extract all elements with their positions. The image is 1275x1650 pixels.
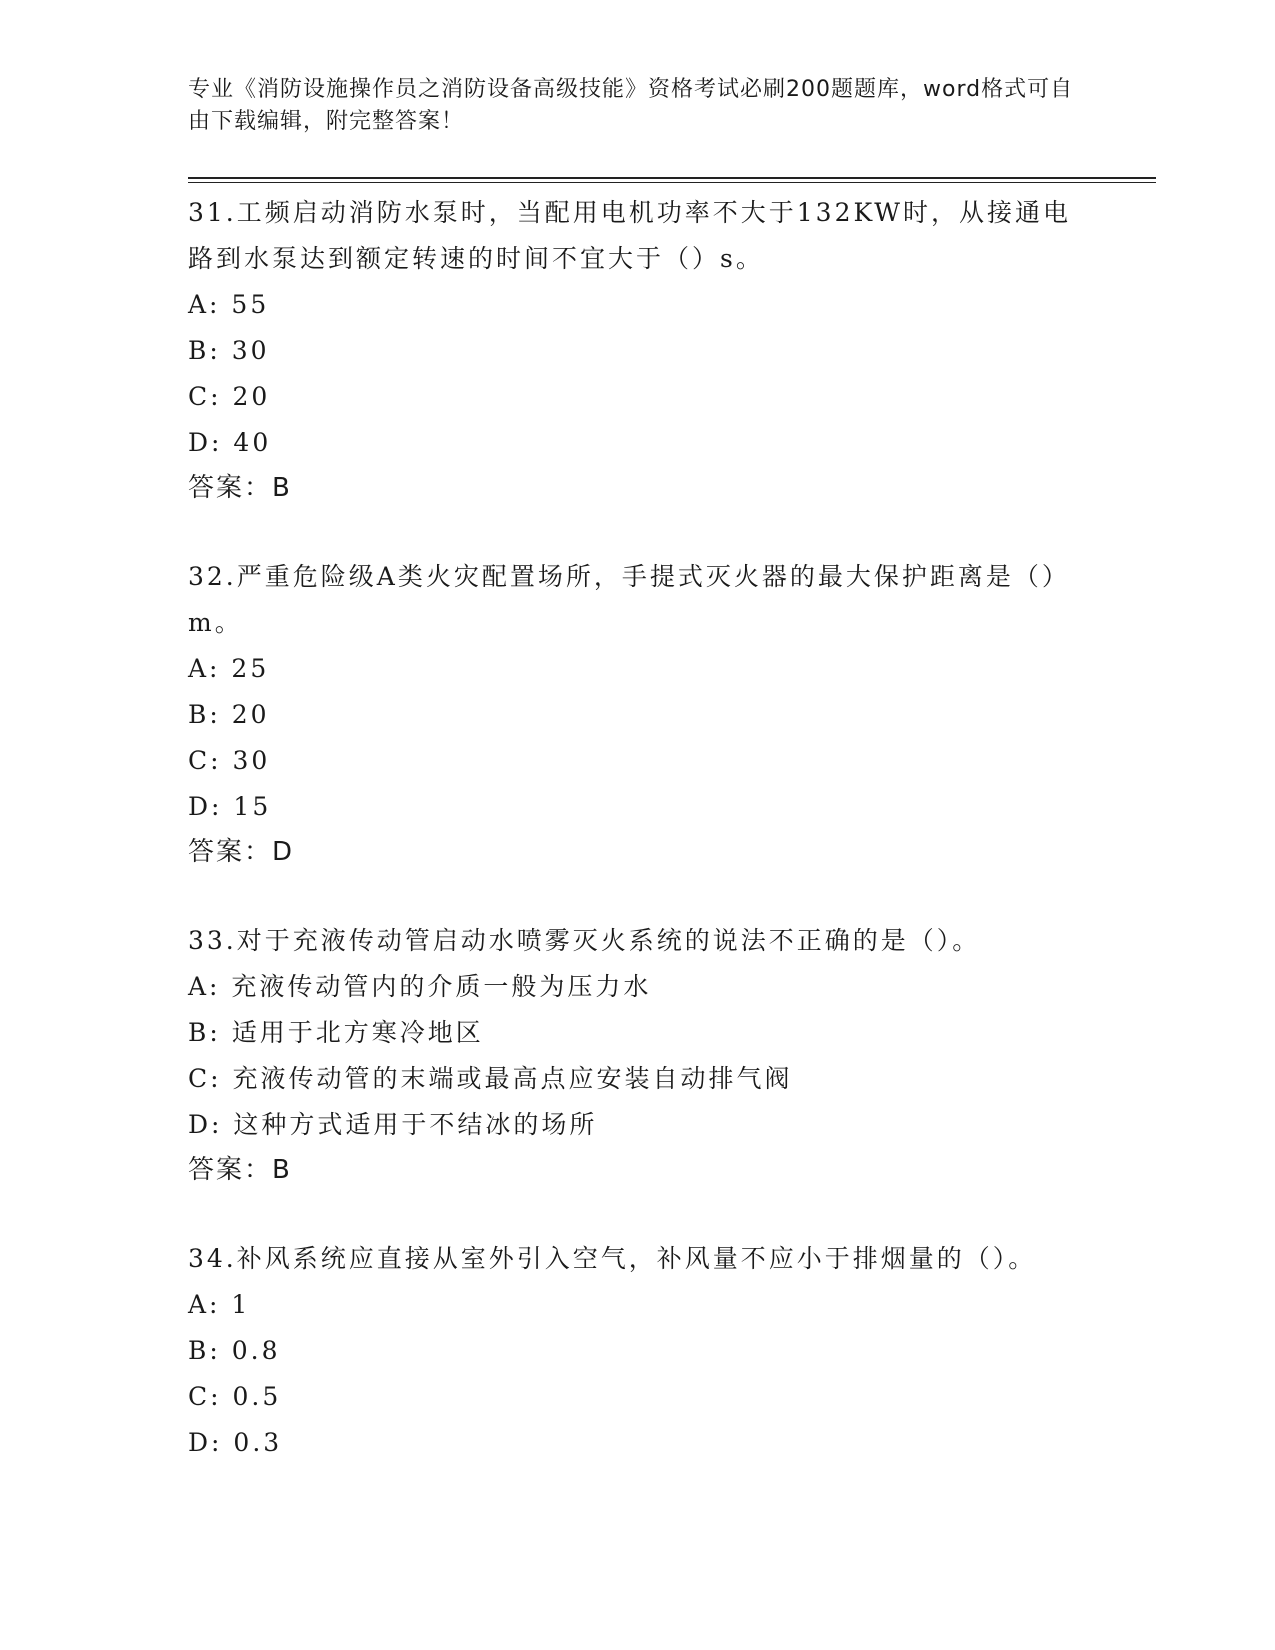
option-d: D: 40 [188, 428, 272, 457]
option-b: B: 20 [188, 700, 270, 729]
option-a: A: 充液传动管内的介质一般为压力水 [188, 972, 652, 1001]
option-b: B: 适用于北方寒冷地区 [188, 1018, 484, 1047]
question-stem: 34.补风系统应直接从室外引入空气，补风量不应小于排烟量的（）。 [188, 1244, 1037, 1273]
question-stem: 32.严重危险级A类火灾配置场所，手提式灭火器的最大保护距离是（）m。 [188, 562, 1070, 637]
option-d: D: 15 [188, 792, 272, 821]
answer-key: 答案：B [188, 473, 292, 503]
option-c: C: 20 [188, 382, 271, 411]
option-a: A: 55 [188, 290, 270, 319]
header-divider-thick [188, 177, 1156, 179]
question-32 [188, 554, 1088, 874]
option-d: D: 这种方式适用于不结冰的场所 [188, 1110, 598, 1139]
question-31 [188, 190, 1088, 510]
option-c: C: 充液传动管的末端或最高点应安装自动排气阀 [188, 1064, 793, 1093]
question-stem: 31.工频启动消防水泵时，当配用电机功率不大于132KW时，从接通电路到水泵达到额定转速的时间不宜大于（）s。 [188, 198, 1071, 273]
answer-key: 答案：D [188, 837, 295, 867]
question-stem: 33.对于充液传动管启动水喷雾灭火系统的说法不正确的是（）。 [188, 926, 981, 955]
answer-key: 答案：B [188, 1155, 292, 1185]
option-c: C: 30 [188, 746, 271, 775]
question-33 [188, 918, 1088, 1192]
question-list [188, 190, 1088, 1510]
option-c: C: 0.5 [188, 1382, 282, 1411]
document-header-text: 专业《消防设施操作员之消防设备高级技能》资格考试必刷200题题库，word格式可自由下载编辑，附完整答案！ [188, 77, 1074, 134]
header-divider-thin [188, 182, 1156, 183]
question-34 [188, 1236, 1088, 1466]
option-a: A: 25 [188, 654, 270, 683]
option-b: B: 30 [188, 336, 270, 365]
option-b: B: 0.8 [188, 1336, 281, 1365]
option-d: D: 0.3 [188, 1428, 283, 1457]
option-a: A: 1 [188, 1290, 251, 1319]
